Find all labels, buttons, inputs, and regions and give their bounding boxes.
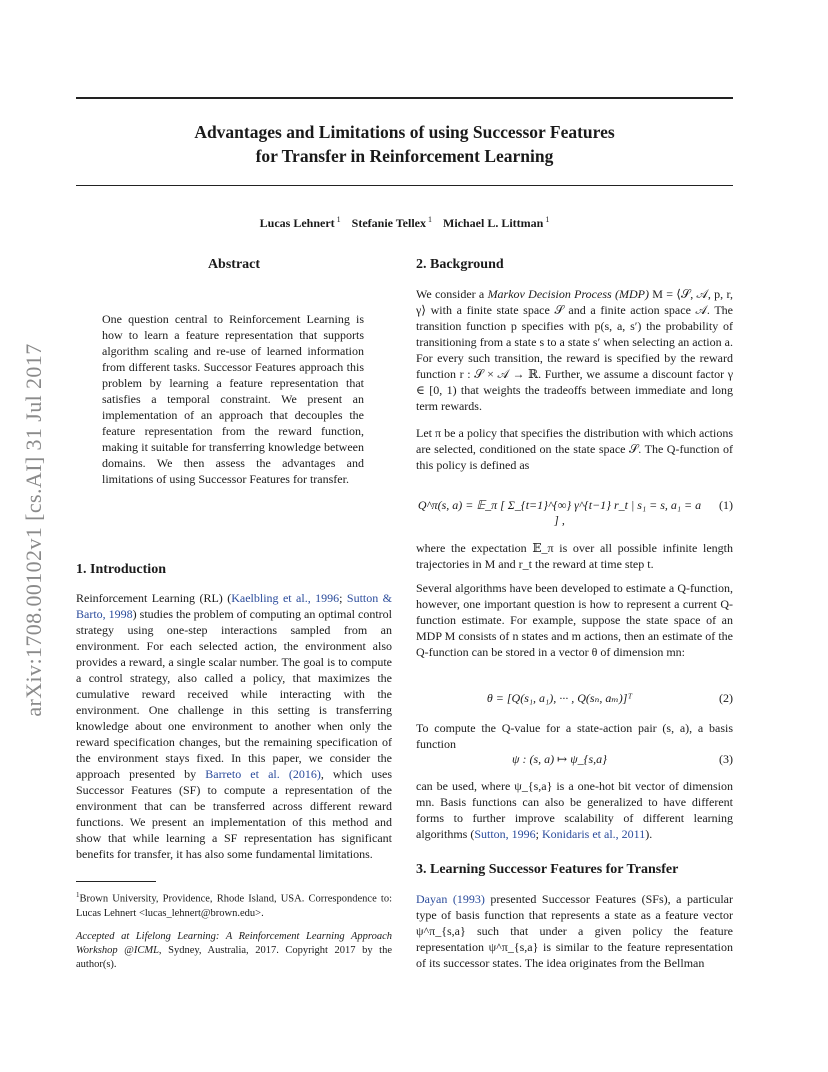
citation-link[interactable]: Sutton & Barto, 1998 bbox=[76, 591, 393, 621]
footnote-affiliation bbox=[76, 888, 392, 921]
background-text: ; bbox=[535, 827, 543, 841]
intro-paragraph bbox=[76, 590, 392, 862]
author-affiliation-mark: 1 bbox=[545, 215, 550, 224]
background-paragraph-4: Several algorithms have been developed to estimate a Q-function, however, one important question is how to represent a current Q-function estimate. For example, suppose the state space of an MDP M consists of n states and m actions, then an estimate of the Q-function can be stored in a vector θ of dimension mn: bbox=[416, 581, 733, 659]
citation-link[interactable]: Barreto et al. (2016) bbox=[205, 767, 321, 781]
background-paragraph-5: To compute the Q-value for a state-action pair (s, a), a basis function bbox=[416, 721, 733, 751]
citation-link[interactable]: Konidaris et al., 2011 bbox=[542, 827, 646, 841]
intro-text: Reinforcement Learning (RL) ( bbox=[76, 591, 232, 605]
background-paragraph-3: where the expectation 𝔼_π is over all possible infinite length trajectories in M and r_t the reward at time step t. bbox=[416, 541, 733, 571]
title-bottom-rule bbox=[76, 185, 733, 186]
section-3-heading: 3. Learning Successor Features for Transfer bbox=[416, 862, 679, 877]
background-text: ). bbox=[645, 827, 653, 841]
title-line-2: for Transfer in Reinforcement Learning bbox=[255, 146, 554, 166]
background-paragraph-2: Let π be a policy that specifies the distribution with which actions are selected, conditioned on the state space 𝒮. The Q-function of this policy is defined as bbox=[416, 426, 733, 472]
author bbox=[260, 216, 341, 230]
author bbox=[443, 216, 549, 230]
arxiv-sidebar bbox=[18, 302, 50, 757]
author-name: Stefanie Tellex bbox=[351, 216, 426, 230]
section-3-text: presented Successor Features (SFs), a particular type of basis function that represents a state as a feature vector ψ^π_{s,a} such that under a given policy the feature representation ψ^π_{s,a} is similar to the feature representation of its successor states. The idea originates from the Bellman bbox=[416, 892, 734, 970]
author-affiliation-mark: 1 bbox=[336, 215, 341, 224]
intro-heading: 1. Introduction bbox=[76, 562, 166, 577]
equation-1 bbox=[416, 498, 733, 527]
intro-text: , which uses Successor Features (SF) to compute a representation of the environment that can be transferred across different reward functions. We present an implementation of this method and show that while learning a SF representation has significant benefits for transfer, it has also some fundamental limitations. bbox=[76, 767, 392, 861]
equation-2 bbox=[416, 691, 733, 709]
citation-link[interactable]: Kaelbling et al., 1996 bbox=[231, 591, 340, 605]
background-heading: 2. Background bbox=[416, 257, 504, 272]
abstract-text: One question central to Reinforcement Learning is how to learn a feature representation that supports algorithm scaling and re-use of learned information from different tasks. Successor Features approach this problem by learning a feature representation that satisfies a temporal constraint. We present an implementation of an approach that decouples the feature representation from the reward function, making it suitable for transferring knowledge between domains. We then assess the advantages and limitations of using Successor Features for transfer. bbox=[102, 312, 364, 486]
equation-body: Q^π(s, a) = 𝔼_π [ Σ_{t=1}^{∞} γ^{t−1} r_t | s₁ = s, a₁ = a ] , bbox=[417, 498, 702, 527]
footnote-mark: 1 bbox=[76, 891, 80, 899]
section-3-paragraph bbox=[416, 891, 733, 971]
paper-title bbox=[76, 120, 733, 168]
author-name: Michael L. Littman bbox=[443, 216, 544, 230]
background-text: can be used, where ψ_{s,a} is a one-hot bit vector of dimension mn. Basis functions can also be generalized to have different forms to further improve scalability of different learning algorithms ( bbox=[416, 779, 733, 841]
equation-body: θ = [Q(s₁, a₁), ··· , Q(sₙ, aₘ)]ᵀ bbox=[486, 691, 633, 705]
background-paragraph-6 bbox=[416, 778, 733, 842]
footnote-venue: Accepted at Lifelong Learning: A Reinforcement Learning Approach Workshop @ICML bbox=[76, 931, 392, 956]
intro-text: ; bbox=[339, 591, 347, 605]
equation-number: (1) bbox=[719, 498, 733, 512]
arxiv-identifier: arXiv:1708.00102v1 [cs.AI] 31 Jul 2017 bbox=[21, 342, 46, 717]
top-rule bbox=[76, 97, 733, 99]
background-text: We consider a bbox=[416, 287, 488, 301]
background-paragraph-1 bbox=[416, 286, 733, 414]
equation-number: (3) bbox=[719, 752, 733, 766]
background-text: M = ⟨𝒮, 𝒜, p, r, γ⟩ with a finite state space 𝒮 and a finite action space 𝒜. The transition function p specifies with p(s, a, s′) the probability of transitioning from a state s to a state s′ when selecting an action a. For every such transition, the reward is specified by the reward function r : 𝒮 × 𝒜 → ℝ. Further, we assume a discount factor γ ∈ [0, 1) that weights the tradeoffs between immediate and long term rewards. bbox=[416, 287, 733, 413]
equation-3 bbox=[416, 752, 733, 770]
author-affiliation-mark: 1 bbox=[428, 215, 432, 224]
mdp-term: Markov Decision Process (MDP) bbox=[487, 287, 649, 301]
author-name: Lucas Lehnert bbox=[259, 216, 335, 230]
footnote-accepted bbox=[76, 930, 392, 972]
abstract-heading: Abstract bbox=[207, 257, 261, 272]
author bbox=[352, 216, 432, 230]
citation-link[interactable]: Dayan (1993) bbox=[416, 892, 485, 906]
equation-body: ψ : (s, a) ↦ ψ_{s,a} bbox=[512, 752, 607, 766]
footnote-text: , Sydney, Australia, 2017. Copyright 2017 by the author(s). bbox=[76, 945, 392, 970]
equation-number: (2) bbox=[719, 691, 733, 705]
intro-text: ) studies the problem of computing an optimal control strategy using one-step interactions sampled from an environment. For each selected action, the environment also provides a reward, a single scalar number. The goal is to compute a control strategy, also called a policy, that maximizes the cumulative reward received while interacting with the environment. One challenge in this setting is transferring knowledge about one environment to another when only the reward specification changes, but the remaining specification of the environment stays fixed. In this paper, we consider the approach presented by bbox=[76, 607, 392, 781]
title-line-1: Advantages and Limitations of using Successor Features bbox=[194, 122, 615, 142]
footnote-text: Brown University, Providence, Rhode Island, USA. Correspondence to: Lucas Lehnert <lucas_lehnert@brown.edu>. bbox=[76, 893, 392, 919]
footnote-rule bbox=[76, 881, 156, 882]
citation-link[interactable]: Sutton, 1996 bbox=[474, 827, 536, 841]
author-list bbox=[76, 215, 733, 231]
